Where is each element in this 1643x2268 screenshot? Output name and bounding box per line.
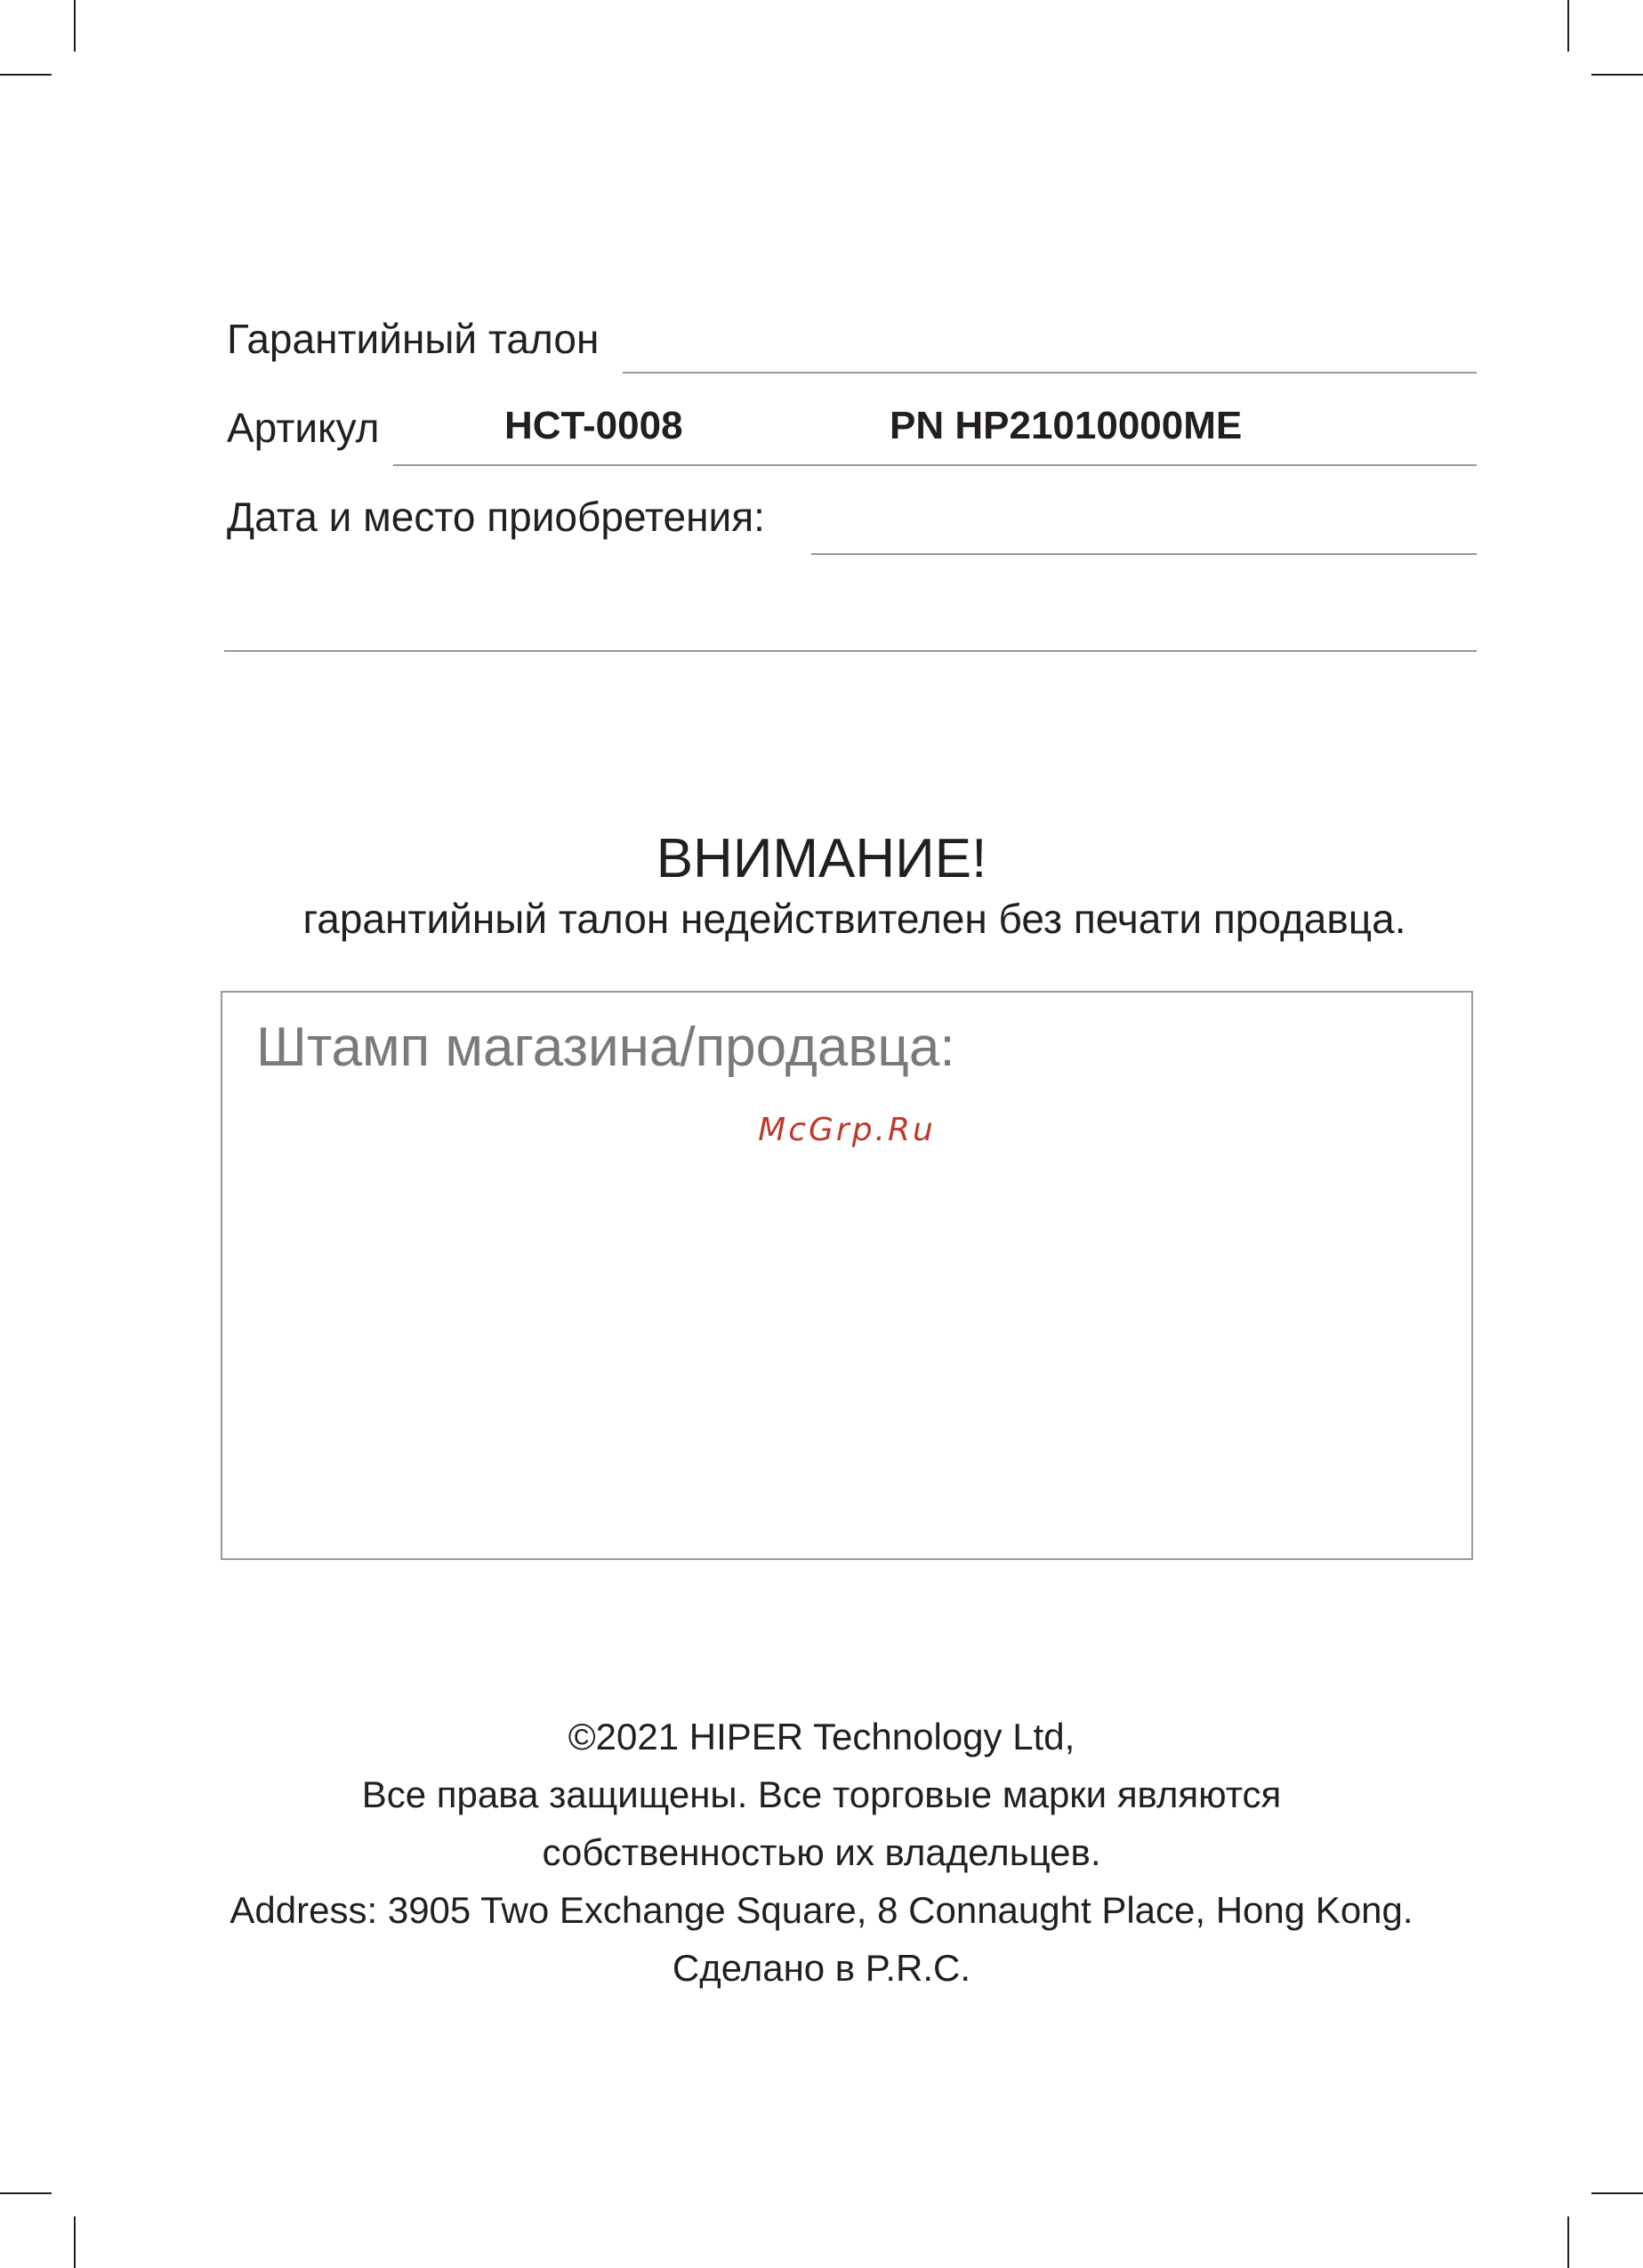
footer-rights: Все права защищены. Все торговые марки являются <box>361 1773 1282 1815</box>
crop-mark-top-right-vertical <box>1567 0 1569 52</box>
article-label: Артикул <box>227 405 380 451</box>
crop-mark-top-left-horizontal <box>0 74 52 76</box>
footer-copyright: ©2021 HIPER Technology Ltd, <box>568 1716 1075 1757</box>
attention-heading: ВНИМАНИЕ! <box>656 828 987 889</box>
footer-rights-cont: собственностью их владельцев. <box>542 1831 1101 1873</box>
purchase-date-place-label: Дата и место приобретения: <box>227 494 765 540</box>
attention-text: гарантийный талон недействителен без печати продавца. <box>302 896 1406 942</box>
footer <box>0 1708 1643 1997</box>
crop-mark-bottom-left-vertical <box>74 2216 76 2268</box>
watermark: McGrp.Ru <box>758 1112 936 1148</box>
warranty-title-label: Гарантийный талон <box>227 316 600 362</box>
crop-mark-bottom-right-horizontal <box>1591 2192 1643 2194</box>
purchase-line <box>811 553 1477 555</box>
warranty-title-line <box>623 372 1477 374</box>
extra-line <box>224 650 1477 652</box>
article-line <box>393 464 1477 466</box>
crop-mark-bottom-left-horizontal <box>0 2192 52 2194</box>
footer-made-in: Сделано в P.R.C. <box>672 1947 971 1989</box>
crop-mark-top-left-vertical <box>74 0 76 52</box>
part-number-value: PN HP21010000ME <box>890 404 1243 447</box>
crop-mark-top-right-horizontal <box>1591 74 1643 76</box>
stamp-box <box>221 991 1473 1560</box>
crop-mark-bottom-right-vertical <box>1567 2216 1569 2268</box>
footer-address: Address: 3905 Two Exchange Square, 8 Connaught Place, Hong Kong. <box>230 1889 1413 1931</box>
article-value: HCT-0008 <box>504 404 683 447</box>
stamp-title: Штамп магазина/продавца: <box>256 1017 955 1078</box>
